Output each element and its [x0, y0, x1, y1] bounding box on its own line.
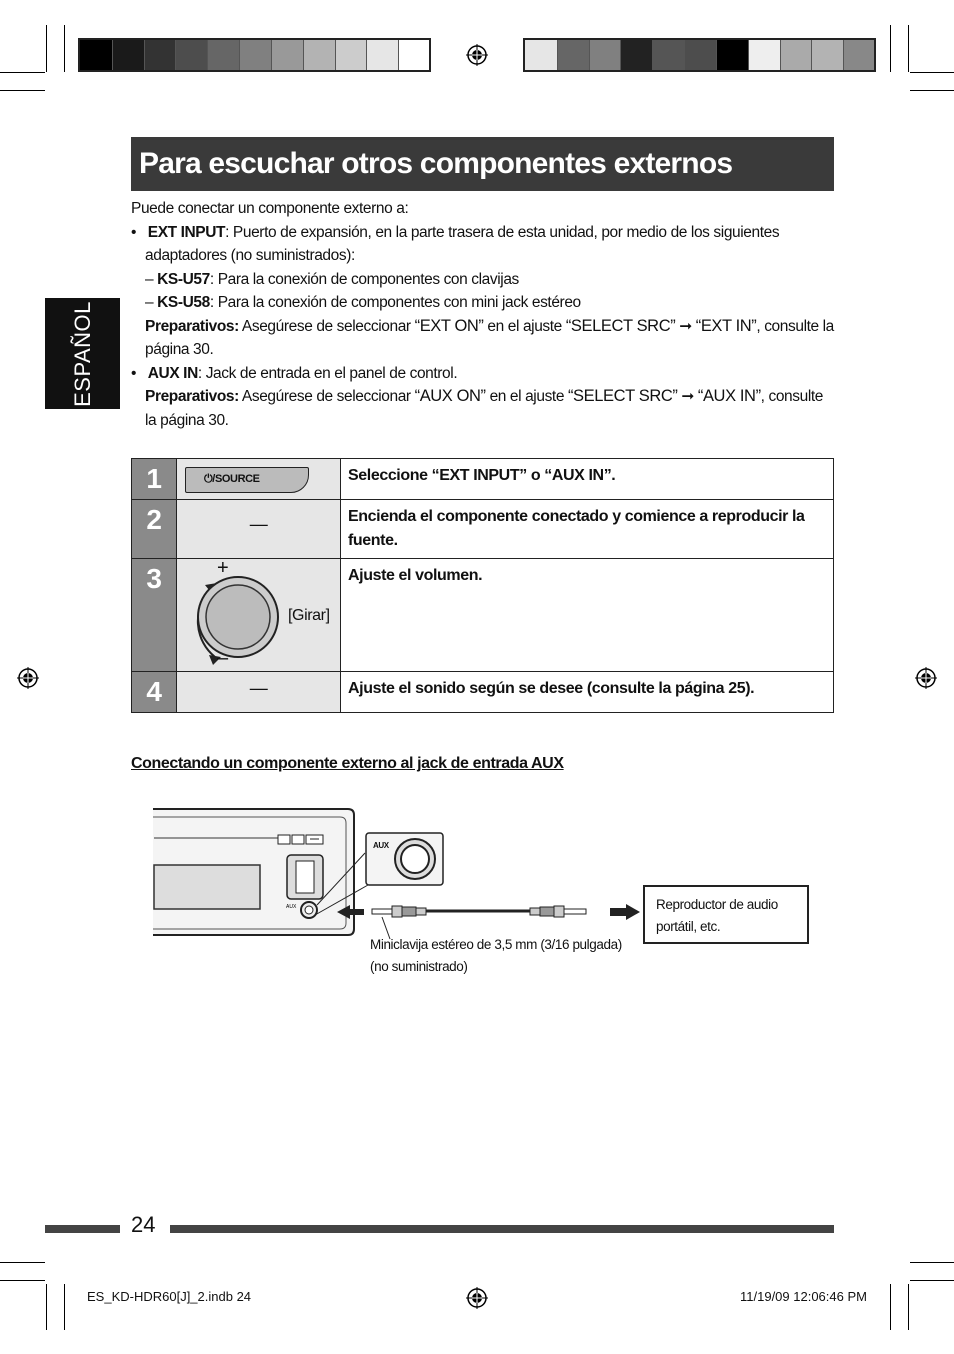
prep-value: “EXT ON”	[414, 316, 484, 335]
step-illustration	[177, 559, 341, 672]
prep-label: Preparativos:	[145, 317, 239, 335]
arrow-right-icon: ➞	[675, 317, 696, 335]
source-button-label: ⏻/SOURCE	[204, 473, 260, 485]
aux-in-text: : Jack de entrada en el panel de control.	[197, 364, 458, 382]
step-dash: —	[249, 678, 268, 698]
aux-in-item: • AUX IN: Jack de entrada en el panel de control.	[131, 364, 458, 382]
page-number: 24	[131, 1212, 156, 1237]
title-bar	[131, 137, 834, 191]
registration-mark-icon	[466, 1287, 488, 1309]
step-illustration	[177, 672, 341, 713]
prep-value: “SELECT SRC”	[565, 316, 676, 335]
slug-date: 11/19/09 12:06:46 PM	[740, 1289, 867, 1304]
prep-text: en el ajuste	[485, 388, 568, 405]
adapter-text: : Para la conexión de componentes con mini jack estéreo	[209, 294, 581, 311]
step-row	[132, 500, 834, 559]
crop-mark	[910, 1262, 954, 1263]
prep-value: “SELECT SRC”	[567, 387, 678, 405]
slug-file: ES_KD-HDR60[J]_2.indb 24	[87, 1289, 252, 1304]
adapter-text: : Para la conexión de componentes con clavijas	[209, 270, 519, 288]
adapter-term: KS-U58	[157, 294, 210, 311]
cable-caption	[370, 934, 622, 978]
language-tab	[45, 298, 120, 409]
step-number: 1	[132, 459, 177, 500]
cable-caption-line: (no suministrado)	[370, 959, 468, 974]
step-illustration	[177, 459, 341, 500]
adapter-item: – KS-U57: Para la conexión de componentes con clavijas	[145, 270, 519, 288]
portable-player-line: portátil, etc.	[656, 919, 721, 934]
crop-mark	[890, 1284, 891, 1330]
crop-mark	[64, 1284, 65, 1330]
color-bar-right	[523, 38, 876, 72]
step-row	[132, 459, 834, 500]
adapter-term: KS-U57	[157, 270, 210, 288]
step-dash: —	[249, 514, 268, 534]
language-tab-label: ESPAÑOL	[69, 300, 95, 407]
ext-input-item: • EXT INPUT: Puerto de expansión, en la parte trasera de esta unidad, por medio de los siguientes adaptadores (no suministrados):	[131, 223, 780, 264]
crop-mark	[910, 1280, 954, 1281]
step-description: Ajuste el volumen.	[341, 559, 834, 672]
prep-text: en el ajuste	[483, 317, 566, 335]
section-subheading: Conectando un componente externo al jack de entrada AUX	[131, 755, 564, 772]
crop-mark	[890, 25, 891, 72]
step-illustration	[177, 500, 341, 559]
volume-plus-label: +	[217, 557, 229, 579]
volume-knob-icon	[181, 565, 291, 669]
intro-block	[131, 197, 834, 432]
cable-caption-line: Miniclavija estéreo de 3,5 mm (3/16 pulgada)	[370, 937, 622, 952]
registration-mark-icon	[17, 667, 39, 689]
intro-lead: Puede conectar un componente externo a:	[131, 200, 409, 217]
registration-mark-icon	[466, 44, 488, 66]
crop-mark	[0, 1280, 45, 1281]
ext-prep	[131, 315, 834, 362]
page-title: Para escuchar otros componentes externos	[139, 147, 733, 180]
prep-text: Asegúrese de seleccionar	[238, 317, 415, 335]
aux-in-term: AUX IN	[147, 364, 198, 382]
prep-value: “AUX ON”	[414, 387, 486, 405]
step-description: Encienda el componente conectado y comience a reproducir la fuente.	[341, 500, 834, 559]
crop-mark	[0, 72, 45, 73]
prep-value: “AUX IN”	[697, 387, 761, 405]
crop-mark	[46, 1284, 47, 1330]
portable-player-line: Reproductor de audio	[656, 897, 778, 912]
aux-jack-label: AUX	[373, 841, 389, 850]
prep-label: Preparativos:	[145, 388, 239, 405]
step-description: Seleccione “EXT INPUT” o “AUX IN”.	[341, 459, 834, 500]
crop-mark	[0, 90, 45, 91]
step-number: 3	[132, 559, 177, 672]
crop-mark	[908, 25, 909, 72]
ext-input-text: : Puerto de expansión, en la parte trasera de esta unidad, por medio de los siguientes adaptadores (no suministrados):	[145, 223, 780, 264]
svg-text:AUX: AUX	[286, 904, 297, 910]
prep-text: , consulte la página 30.	[145, 317, 834, 358]
aux-prep	[131, 385, 834, 432]
step-number: 4	[132, 672, 177, 713]
arrow-right-icon: ➞	[677, 388, 698, 405]
crop-mark	[46, 25, 47, 72]
step-row	[132, 559, 834, 672]
registration-mark-icon	[915, 667, 937, 689]
source-button	[185, 467, 309, 493]
step-number: 2	[132, 500, 177, 559]
crop-mark	[64, 25, 65, 72]
steps-table	[131, 458, 834, 713]
step-description: Ajuste el sonido según se desee (consulte la página 25).	[341, 672, 834, 713]
crop-mark	[0, 1262, 45, 1263]
connection-diagram	[150, 805, 650, 945]
ext-input-term: EXT INPUT	[147, 223, 226, 241]
crop-mark	[908, 1284, 909, 1330]
crop-mark	[910, 72, 954, 73]
knob-rotate-label: [Girar]	[288, 607, 330, 624]
prep-text: , consulte la página 30.	[145, 388, 824, 429]
volume-minus-label: –	[217, 647, 228, 669]
footer-rule-right	[170, 1225, 834, 1233]
step-row	[132, 672, 834, 713]
color-bar-left	[78, 38, 431, 72]
prep-value: “EXT IN”	[695, 316, 757, 335]
portable-player-box	[643, 885, 809, 944]
prep-text: Asegúrese de seleccionar	[238, 388, 415, 405]
crop-mark	[910, 90, 954, 91]
footer-rule-left	[45, 1225, 120, 1233]
adapter-item: – KS-U58: Para la conexión de componentes con mini jack estéreo	[145, 294, 581, 311]
